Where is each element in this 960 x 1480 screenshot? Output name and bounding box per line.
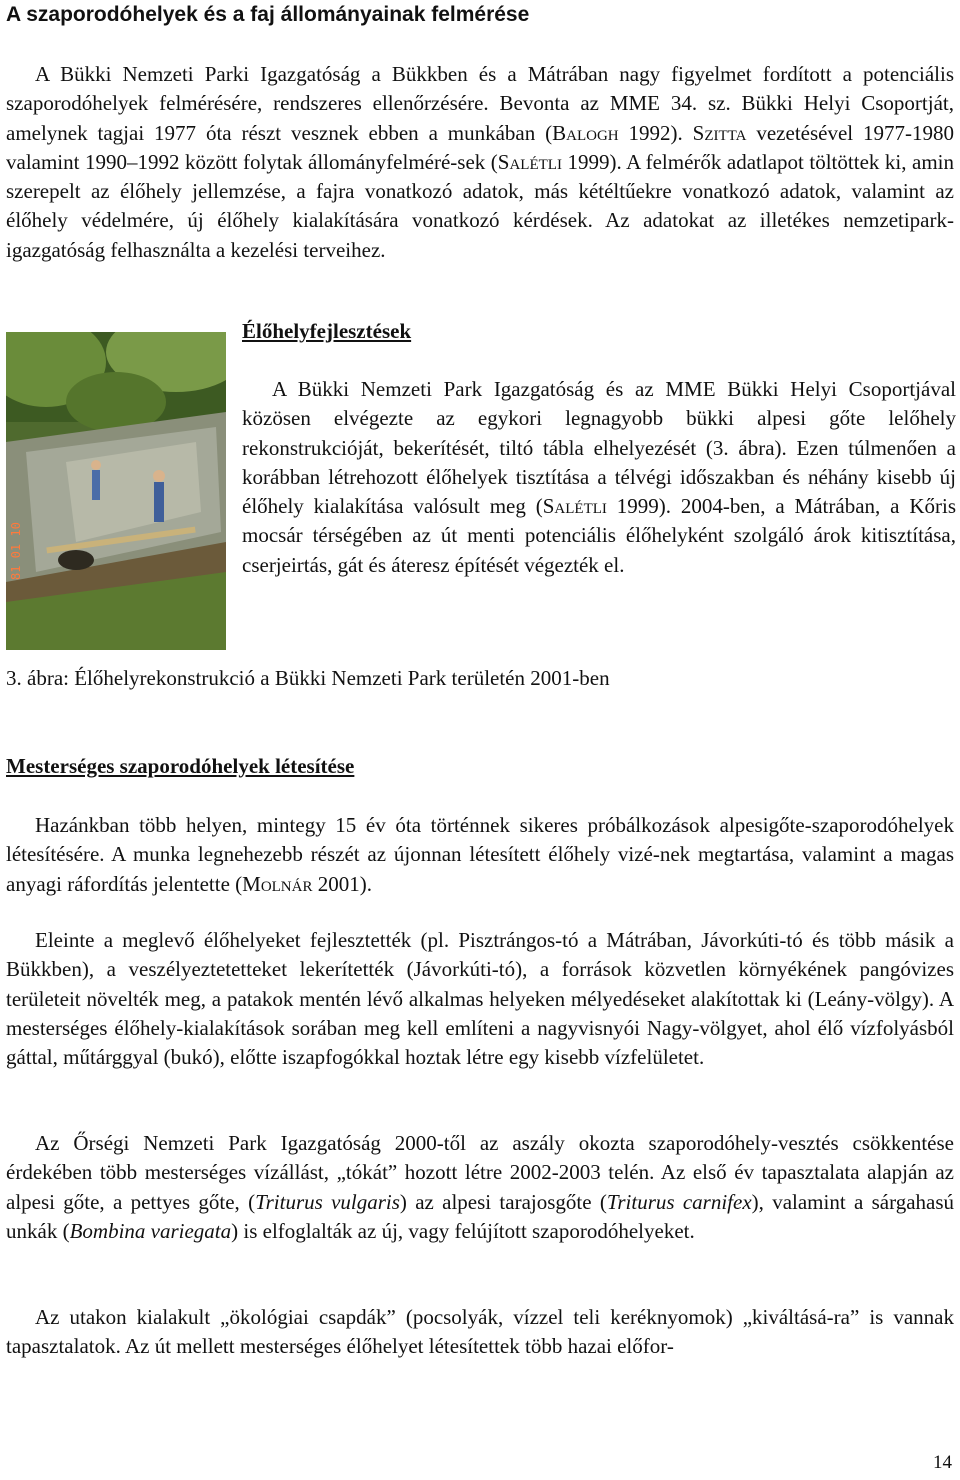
author-citation: Szitta xyxy=(692,120,747,145)
species-name: Triturus carnifex xyxy=(606,1189,752,1214)
author-citation: Balogh xyxy=(552,120,619,145)
paragraph-ecological-traps: Az utakon kialakult „ökológiai csapdák” (pocsolyák, vízzel teli keréknyomok) „kiváltásá-ra” is vannak tapasztalatok. Az út mellett mesterséges élőhelyet létesítettek több hazai előfor- xyxy=(6,1305,954,1359)
text-run: 1999). A felmérők adatlapot töltöttek ki, amin szerepelt az élőhely jellemzése, a fajra vonatkozó adatok, más kétéltűekre vonatkozó adatok, valamint az élőhely védelmére, új élőhely kialakítására vonatkozó kérdések. Az adatokat az illetékes nemzetipark-igazgatóság felhasználta a kezelési terveihez. xyxy=(6,149,954,262)
text-run: A Bükki Nemzeti Park Igazgatóság és az MME Bükki Helyi Csoportjával közösen elvégezte az egykori legnagyobb bükki alpesi gőte lelőhely rekonstrukcióját, bekerítését, tiltó tábla elhelyezését (3. ábra). Ezen túlmenően a korábban létrehozott élőhelyek tisztítása a télvégi időszakban és néhány kisebb új élőhely kialakítása valósult meg ( xyxy=(242,377,956,519)
text-run: A Bükki Nemzeti Parki Igazgatóság a Bükkben és a Mátrában nagy figyelmet fordított a potenciális szaporodóhelyek felmérésére, rendszeres ellenőrzésére. Bevonta az MME 34. sz. Bükki Helyi Csoportját, amelynek tagjai 1977 óta részt vesznek ebben a munkában ( xyxy=(6,62,954,145)
section-title: A szaporodóhelyek és a faj állományainak felmérése xyxy=(6,3,530,26)
paragraph-existing-habitats: Eleinte a meglevő élőhelyeket fejlesztették (pl. Pisztrángos-tó a Mátrában, Jávorkúti-tó és több másik a Bükkben), a veszélyeztetetteket lekerítették (Jávorkúti-tó), a források közvetlen környékének pangóvizes területeit növelték meg, a patakok mentén lévő alkalmas helyeken mélyedéseket alakítottak ki (Leány-völgy). A mesterséges élőhely-kialakítások sorában meg kell említeni a nagyvisnyói Nagy-völgyet, ahol élő vízfolyásból gáttal, műtárggyal (bukó), előtte iszapfogókkal hoztak létre egy kisebb vízfelületet. xyxy=(6,928,954,1070)
habitat-reconstruction-photo xyxy=(6,332,226,650)
text-run: 1999). 2004-ben, a Mátrában, a Kőris mocsár térségében az út menti potenciális élőhelyként szolgáló árok kitisztítása, cserjeirtás, gát és áteresz építését végezték el. xyxy=(242,494,956,577)
section-heading: Mesterséges szaporodóhelyek létesítése xyxy=(6,754,355,778)
author-citation: Molnár xyxy=(242,871,313,896)
text-run: vezetésével 1977-1980 valamint 1990–1992 között folytak állományfelméré-sek ( xyxy=(6,120,955,174)
species-name: Triturus vulgaris xyxy=(255,1189,400,1214)
text-run: Az Őrségi Nemzeti Park Igazgatóság 2000-től az aszály okozta szaporodóhely-vesztés csökkentése érdekében több mesterséges vízállást, „tókát” hozott létre 2002-2003 telén. Az első év tapasztalata alapján az alpesi gőte, a pettyes gőte, ( xyxy=(6,1131,954,1214)
author-citation: Salétli xyxy=(497,149,562,174)
text-run: ) az alpesi tarajosgőte ( xyxy=(399,1189,607,1214)
figure-caption: 3. ábra: Élőhelyrekonstrukció a Bükki Nemzeti Park területén 2001-ben xyxy=(6,666,610,690)
paragraph-survey xyxy=(6,60,954,265)
text-run: 1992). xyxy=(618,120,693,145)
species-name: Bombina variegata xyxy=(69,1218,232,1243)
paragraph-orseg xyxy=(6,1129,954,1246)
text-run: Hazánkban több helyen, mintegy 15 év óta történnek sikeres próbálkozások alpesigőte-szaporodóhelyek létesítésére. A munka legnehezebb részét az újonnan létesített élőhely vizé-nek megtartása, valamint a magas anyagi ráfordítás jelentette ( xyxy=(6,813,954,896)
page-number: 14 xyxy=(933,1452,952,1473)
photo-date-stamp xyxy=(10,560,22,580)
photo-illustration xyxy=(6,332,226,650)
subsection-title: Élőhelyfejlesztések xyxy=(242,319,412,343)
paragraph-habitat-development xyxy=(242,375,956,580)
text-run: 2001). xyxy=(312,871,372,896)
text-run: ), valamint a sárgahasú unkák ( xyxy=(6,1189,955,1243)
paragraph-artificial-sites xyxy=(6,811,954,899)
text-run: ) is elfoglalták az új, vagy felújított szaporodóhelyeket. xyxy=(231,1218,695,1243)
author-citation: Salétli xyxy=(542,494,607,519)
